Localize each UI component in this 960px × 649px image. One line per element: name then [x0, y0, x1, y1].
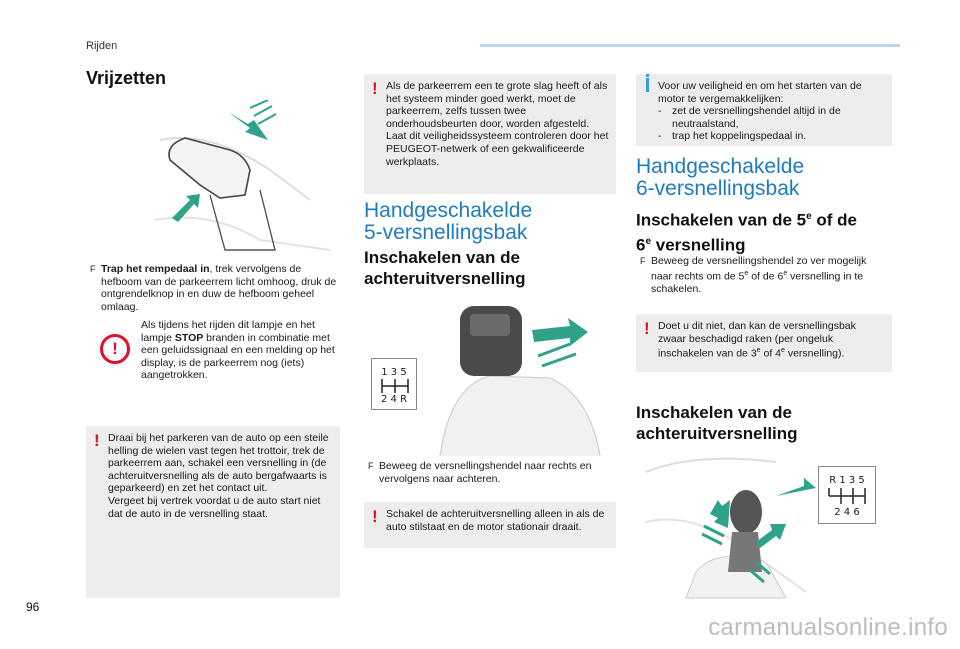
header-rule	[480, 44, 900, 47]
subtitle-reverse-5-speed: Inschakelen van de achteruitversnelling	[364, 248, 526, 288]
arrow-up-icon	[228, 112, 268, 140]
page-title: Vrijzetten	[86, 68, 167, 88]
gear-lever-6-speed-illustration	[636, 452, 816, 600]
shift-gate-icon	[380, 379, 410, 393]
warning-icon: !	[372, 79, 378, 98]
gear-5-6-instruction: F Beweeg de versnellingshendel zo ver mogelijk naar rechts om de 5e of de 6e versnelling in te schakelen.	[640, 255, 867, 295]
page-number: 96	[26, 600, 40, 614]
section-title-5-speed: Handgeschakelde 5-versnellingsbak	[364, 199, 533, 244]
safety-info-box: Voor uw veiligheid en om het starten van de motor te vergemakkelijken: - zet de versnellingshendel altijd in de neutraalstand, - trap het koppelingspedaal in.	[636, 74, 892, 146]
arrow-lift-icon	[756, 524, 786, 548]
reverse-5-instruction: F Beweeg de versnellingshendel naar rechts en vervolgens naar achteren.	[368, 460, 592, 485]
section-title-6-speed: Handgeschakelde 6-versnellingsbak	[636, 155, 805, 200]
arrow-right-icon	[532, 318, 588, 346]
warning-icon: !	[372, 507, 378, 526]
warning-icon: !	[644, 319, 650, 338]
info-icon	[646, 74, 649, 77]
release-instruction: F Trap het rempedaal in, trek vervolgens de hefboom van de parkeerrem licht omhoog, druk de ontgrendelknop in en duw de hefboom geheel omlaag.	[90, 263, 337, 313]
brake-adjust-box: ! Als de parkeerrem een te grote slag heeft of als het systeem minder goed werkt, moet de parkeerrem, zelfs tussen twee onderhoudsbeurten door, worden afgesteld. Laat dit veiligheidssysteem controleren door het PEUGEOT-netwerk of een gekwalificeerde werkplaats.	[364, 74, 616, 194]
subtitle-5th-6th-gear: Inschakelen van de 5e of de 6e versnelling	[636, 210, 857, 255]
shift-pattern-5-speed: 1 3 5 2 4 R	[371, 358, 417, 410]
brake-warning-lamp-icon: !	[100, 334, 130, 364]
warning-icon: !	[94, 431, 100, 450]
section-header: Rijden	[86, 40, 118, 52]
shift-pattern-6-speed: R 1 3 5 2 4 6	[818, 466, 876, 524]
arrow-down-icon	[710, 500, 730, 528]
subtitle-reverse-6-speed: Inschakelen van de achteruitversnelling	[636, 403, 798, 443]
shift-gate-icon	[827, 488, 867, 504]
gearbox-caution-box: ! Doet u dit niet, dan kan de versnellingsbak zwaar beschadigd raken (per ongeluk inschakelen van de 3e of 4e versnelling).	[636, 314, 892, 372]
parking-tip-box: ! Draai bij het parkeren van de auto op een steile helling de wielen vast tegen het trottoir, trek de parkeerrem aan, schakel een versnelling in (de achteruitversnelling als de auto bergafwaarts is geparkeerd) en zet het contact uit. Vergeet bij vertrek voordat u de auto start niet dat de auto in de versnelling staat.	[86, 426, 340, 598]
gear-lever-5-speed-illustration	[420, 296, 616, 456]
brake-warning-text: Als tijdens het rijden dit lampje en het lampje STOP branden in combinatie met een geluidssignaal en een melding op het display, is de parkeerrem nog (iets) aangetrokken.	[141, 319, 335, 382]
watermark: carmanualsonline.info	[708, 614, 948, 641]
reverse-caution-box: ! Schakel de achteruitversnelling alleen in als de auto stilstaat en de motor stationair draait.	[364, 502, 616, 548]
parking-brake-illustration	[150, 100, 340, 260]
